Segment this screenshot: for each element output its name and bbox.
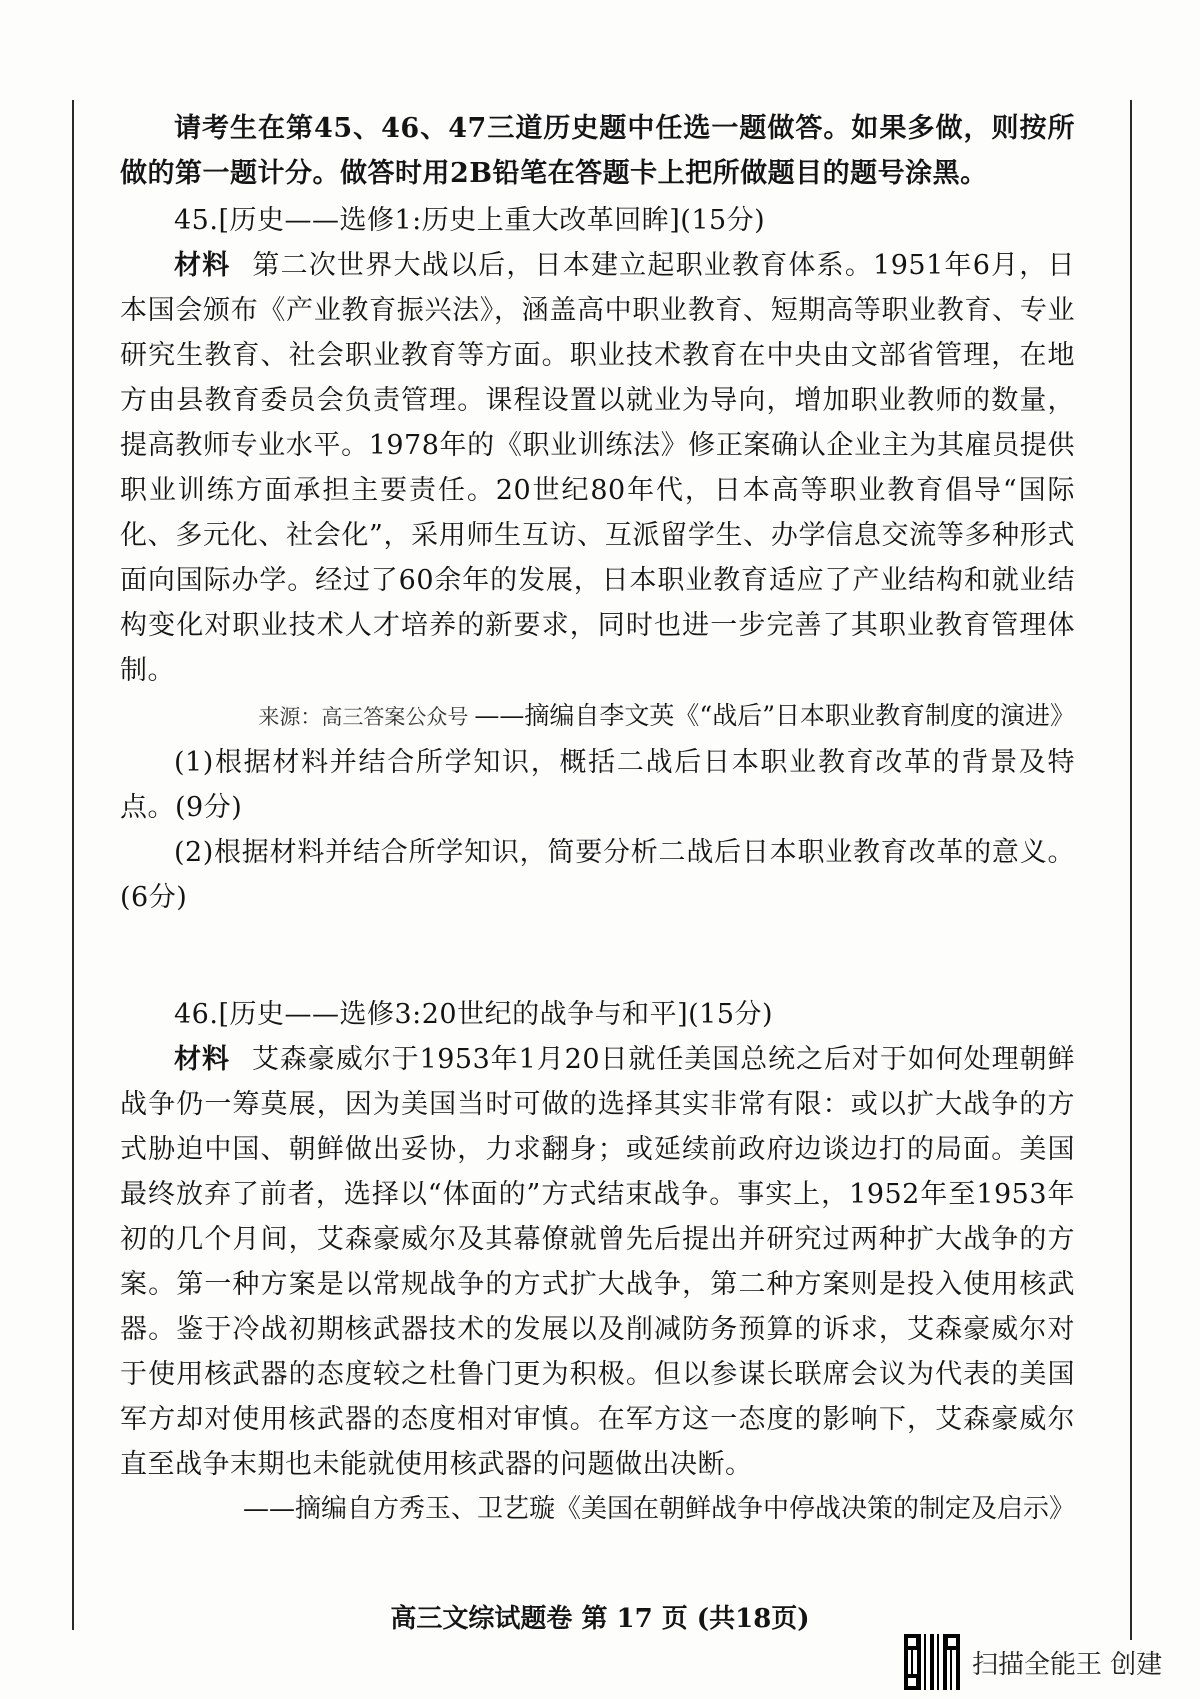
q45-material-label: 材料 (174, 250, 231, 281)
q46-material-label: 材料 (174, 1044, 230, 1075)
page-border-right (1130, 100, 1132, 1640)
q45-header: 45.[历史——选修1:历史上重大改革回眸](15分) (174, 205, 766, 236)
q45-sub2: (2)根据材料并结合所学知识，简要分析二战后日本职业教育改革的意义。(6分) (120, 837, 1075, 913)
q45-sub1: (1)根据材料并结合所学知识，概括二战后日本职业教育改革的背景及特点。(9分) (120, 747, 1075, 823)
q45-material-text: 第二次世界大战以后，日本建立起职业教育体系。1951年6月，日本国会颁布《产业教育振兴法》，涵盖高中职业教育、短期高等职业教育、专业研究生教育、社会职业教育等方面。职业技术教育在中央由文部省管理，在地方由县教育委员会负责管理。课程设置以就业为导向，增加职业教师的数量，提高教师专业水平。1978年的《职业训练法》修正案确认企业主为其雇员提供职业训练方面承担主要责任。20世纪80年代，日本高等职业教育倡导“国际化、多元化、社会化”，采用师生互访、互派留学生、办学信息交流等多种形式面向国际办学。经过了60余年的发展，日本职业教育适应了产业结构和就业结构变化对职业技术人才培养的新要求，同时也进一步完善了其职业教育管理体制。 (120, 250, 1075, 686)
q46-source: ——摘编自方秀玉、卫艺璇《美国在朝鲜战争中停战决策的制定及启示》 (242, 1494, 1075, 1524)
page-footer: 高三文综试题卷 第 17 页 (共18页) (390, 1604, 810, 1634)
instructions: 请考生在第45、46、47三道历史题中任选一题做答。如果多做，则按所做的第一题计分。做答时用2B铅笔在答题卡上把所做题目的题号涂黑。 (120, 113, 1075, 189)
scanner-badge (904, 1632, 1162, 1692)
q45-source: ——摘编自李文英《“战后”日本职业教育制度的演进》 (474, 701, 1075, 730)
answer-gap (120, 920, 1075, 992)
q45-watermark: 来源：高三答案公众号 (258, 705, 469, 729)
q46-header: 46.[历史——选修3:20世纪的战争与和平](15分) (174, 999, 774, 1030)
exam-content (120, 106, 1075, 1532)
qr-code-icon (904, 1634, 960, 1690)
q45-source-line (120, 693, 1075, 740)
q45-material (120, 243, 1075, 693)
q46-material (120, 1037, 1075, 1487)
q46-material-text: 艾森豪威尔于1953年1月20日就任美国总统之后对于如何处理朝鲜战争仍一筹莫展，因为美国当时可做的选择其实非常有限：或以扩大战争的方式胁迫中国、朝鲜做出妥协，力求翻身；或延续前政府边谈边打的局面。美国最终放弃了前者，选择以“体面的”方式结束战争。事实上，1952年至1953年初的几个月间，艾森豪威尔及其幕僚就曾先后提出并研究过两种扩大战争的方案。第一种方案是以常规战争的方式扩大战争，第二种方案则是投入使用核武器。鉴于冷战初期核武器技术的发展以及削减防务预算的诉求，艾森豪威尔对于使用核武器的态度较之杜鲁门更为积极。但以参谋长联席会议为代表的美国军方却对使用核武器的态度相对审慎。在军方这一态度的影响下，艾森豪威尔直至战争末期也未能就使用核武器的问题做出决断。 (120, 1044, 1076, 1480)
scanner-badge-text: 扫描全能王 创建 (972, 1649, 1163, 1680)
page-border-left (72, 100, 74, 1630)
